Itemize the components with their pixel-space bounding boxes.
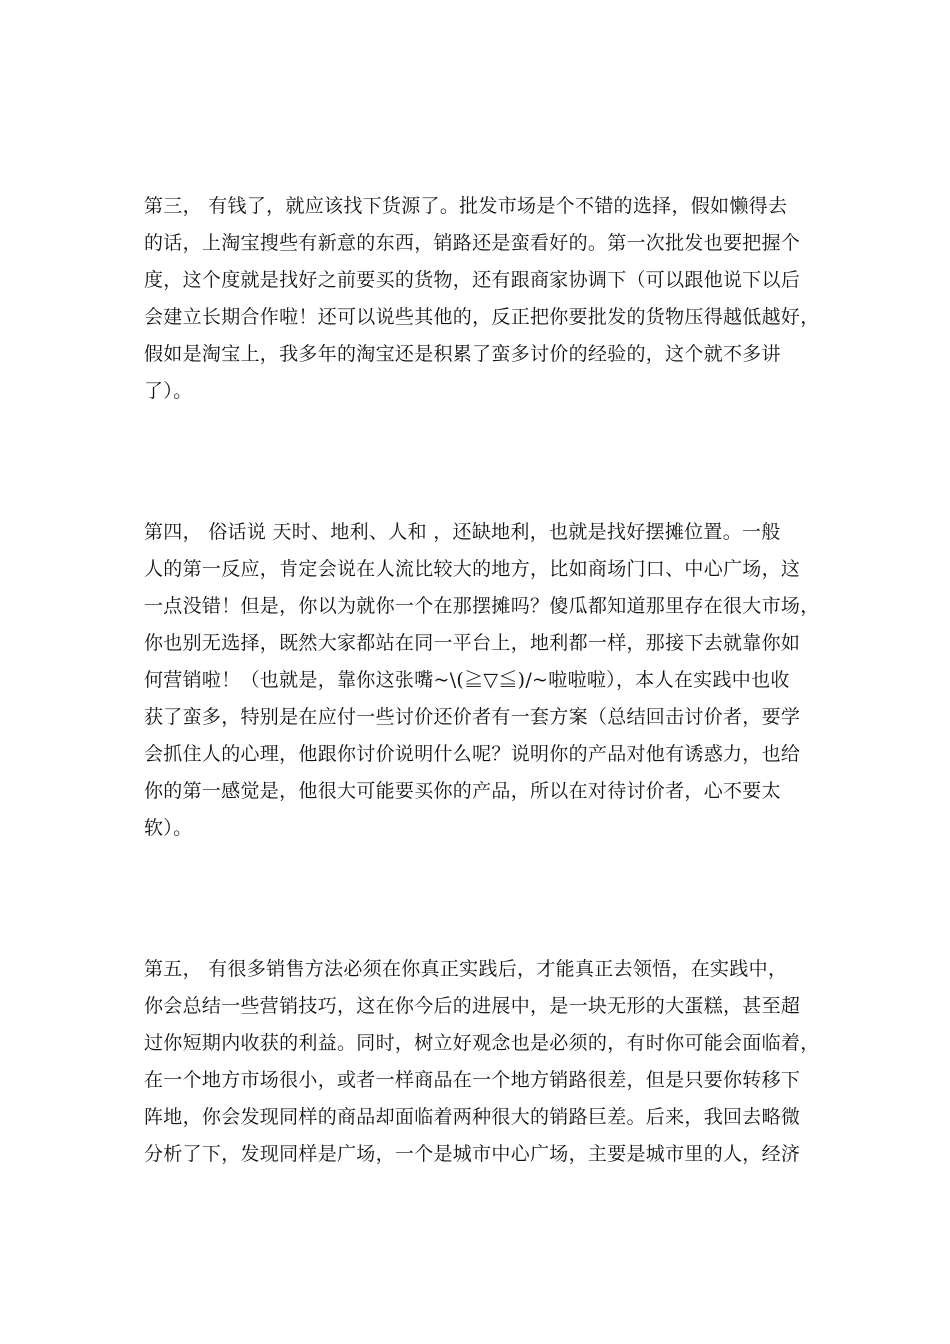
text-line: 假如是淘宝上，我多年的淘宝还是积累了蛮多讨价的经验的，这个就不多讲 (144, 343, 781, 365)
text-line: 会建立长期合作啦！还可以说些其他的，反正把你要批发的货物压得越低越好， (144, 306, 820, 328)
text-line: 你会总结一些营销技巧，这在你今后的进展中，是一块无形的大蛋糕，甚至超 (144, 995, 801, 1017)
text-line: 会抓住人的心理，他跟你讨价说明什么呢？说明你的产品对他有诱惑力，也给 (144, 743, 801, 765)
text-line: 第三， 有钱了，就应该找下货源了。批发市场是个不错的选择，假如懒得去 (144, 195, 788, 217)
paragraph-fourth-point (144, 514, 824, 847)
text-line: 你的第一感觉是，他很大可能要买你的产品，所以在对待讨价者，心不要太 (144, 780, 781, 802)
text-line: 分析了下，发现同样是广场，一个是城市中心广场，主要是城市里的人，经济 (144, 1143, 801, 1165)
text-line: 获了蛮多，特别是在应付一些讨价还价者有一套方案（总结回击讨价者，要学 (144, 706, 801, 728)
text-line: 度，这个度就是找好之前要买的货物，还有跟商家协调下（可以跟他说下以后 (144, 269, 801, 291)
text-line: 第四， 俗话说 天时、地利、人和 ，还缺地利，也就是找好摆摊位置。一般 (144, 521, 781, 543)
text-line: 过你短期内收获的利益。同时，树立好观念也是必须的，有时你可能会面临着， (144, 1032, 820, 1054)
text-line: 在一个地方市场很小，或者一样商品在一个地方销路很差，但是只要你转移下 (144, 1069, 801, 1091)
text-line: 了）。 (144, 380, 193, 402)
text-line: 阵地，你会发现同样的商品却面临着两种很大的销路巨差。后来，我回去略微 (144, 1106, 801, 1128)
text-line: 一点没错！但是，你以为就你一个在那摆摊吗？傻瓜都知道那里存在很大市场， (144, 595, 820, 617)
text-line: 何营销啦！（也就是，靠你这张嘴~\(≧▽≦)/~啦啦啦），本人在实践中也收 (144, 669, 790, 691)
text-line: 第五， 有很多销售方法必须在你真正实践后，才能真正去领悟，在实践中， (144, 958, 788, 980)
text-line: 你也别无选择，既然大家都站在同一平台上，地利都一样，那接下去就靠你如 (144, 632, 801, 654)
paragraph-fifth-point (144, 951, 824, 1173)
paragraph-third-point (144, 188, 824, 410)
text-line: 人的第一反应，肯定会说在人流比较大的地方，比如商场门口、中心广场，这 (144, 558, 801, 580)
text-line: 软）。 (144, 817, 193, 839)
text-line: 的话，上淘宝搜些有新意的东西，销路还是蛮看好的。第一次批发也要把握个 (144, 232, 801, 254)
